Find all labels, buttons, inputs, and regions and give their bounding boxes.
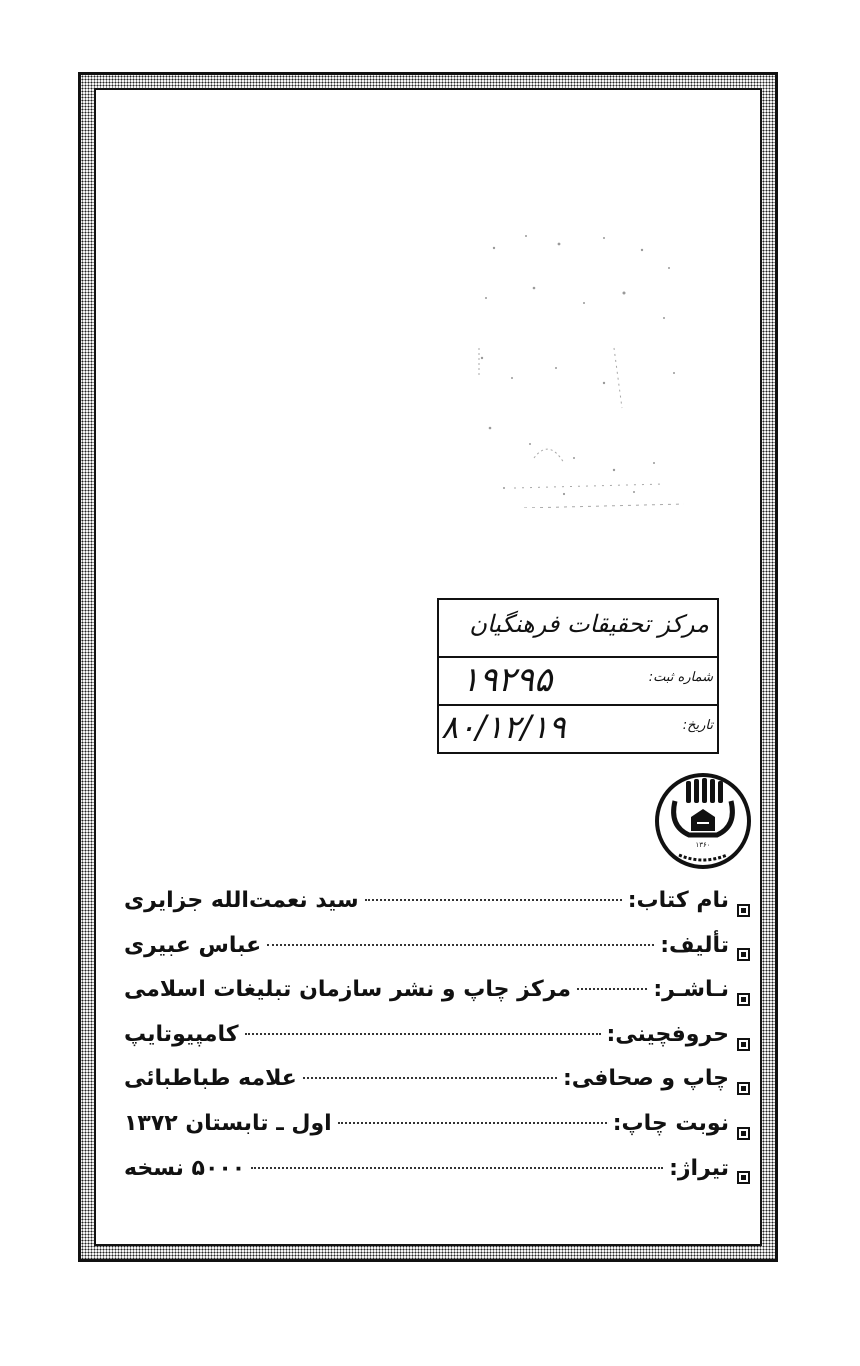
- registration-label: شماره ثبت:: [648, 670, 713, 685]
- colophon-line-circulation: [124, 1156, 750, 1201]
- colophon-line-author: [124, 933, 750, 978]
- dot-leader: [251, 1167, 663, 1169]
- publisher-emblem-icon: [653, 771, 753, 871]
- colophon-label: چاپ و صحافی:: [562, 1066, 729, 1092]
- colophon-value: مرکز چاپ و نشر سازمان تبلیغات اسلامی: [124, 977, 571, 1003]
- colophon-label: تألیف:: [660, 932, 729, 958]
- page-border: [78, 72, 778, 1262]
- bullet-square-icon: [737, 1171, 750, 1184]
- date-label: تاریخ:: [682, 718, 713, 733]
- colophon-line-typesetting: [124, 1022, 750, 1067]
- colophon-value: کامپیوتایپ: [124, 1021, 239, 1047]
- bullet-square-icon: [737, 904, 750, 917]
- dot-leader: [338, 1122, 607, 1124]
- faded-stamp-ghost: [464, 208, 694, 508]
- colophon-value: عباس عبیری: [124, 932, 262, 958]
- colophon-value: سید نعمت‌الله جزایری: [124, 888, 359, 913]
- colophon-label: نام کتاب:: [627, 888, 729, 913]
- dot-leader: [365, 899, 622, 901]
- logo-year: ۱۳۶۰: [695, 841, 711, 849]
- colophon-label: حروفچینی:: [606, 1021, 729, 1047]
- colophon-value: علامه طباطبائی: [124, 1066, 297, 1092]
- stamp-date-row: [439, 706, 717, 752]
- bullet-square-icon: [737, 948, 750, 961]
- colophon-label: تیراژ:: [669, 1155, 729, 1181]
- stamp-title: مرکز تحقیقات فرهنگیان: [469, 610, 709, 638]
- colophon-line-publisher: [124, 977, 750, 1022]
- colophon-line-printing: [124, 1066, 750, 1111]
- dot-leader: [267, 944, 654, 946]
- colophon-value: ۵۰۰۰ نسخه: [124, 1155, 246, 1181]
- bullet-square-icon: [737, 1038, 750, 1051]
- colophon-label: نـاشـر:: [653, 977, 729, 1003]
- bullet-square-icon: [737, 1082, 750, 1095]
- bullet-square-icon: [737, 1127, 750, 1140]
- dot-leader: [245, 1033, 601, 1035]
- colophon-value: اول ـ تابستان ۱۳۷۲: [124, 1110, 332, 1136]
- registration-stamp: [437, 598, 719, 754]
- registration-number: ۱۹۲۹۵: [461, 660, 553, 700]
- page-inner-frame: [94, 88, 762, 1246]
- dot-leader: [303, 1077, 557, 1079]
- colophon: [124, 888, 750, 1200]
- dot-leader: [577, 988, 647, 990]
- colophon-label: نوبت چاپ:: [612, 1110, 729, 1136]
- colophon-line-edition: [124, 1111, 750, 1156]
- stamp-registration-row: [439, 658, 717, 706]
- bullet-square-icon: [737, 993, 750, 1006]
- stamp-title-row: [439, 600, 717, 658]
- date-value: ۸۰/۱۲/۱۹: [441, 708, 566, 746]
- colophon-line-book-name: [124, 888, 750, 933]
